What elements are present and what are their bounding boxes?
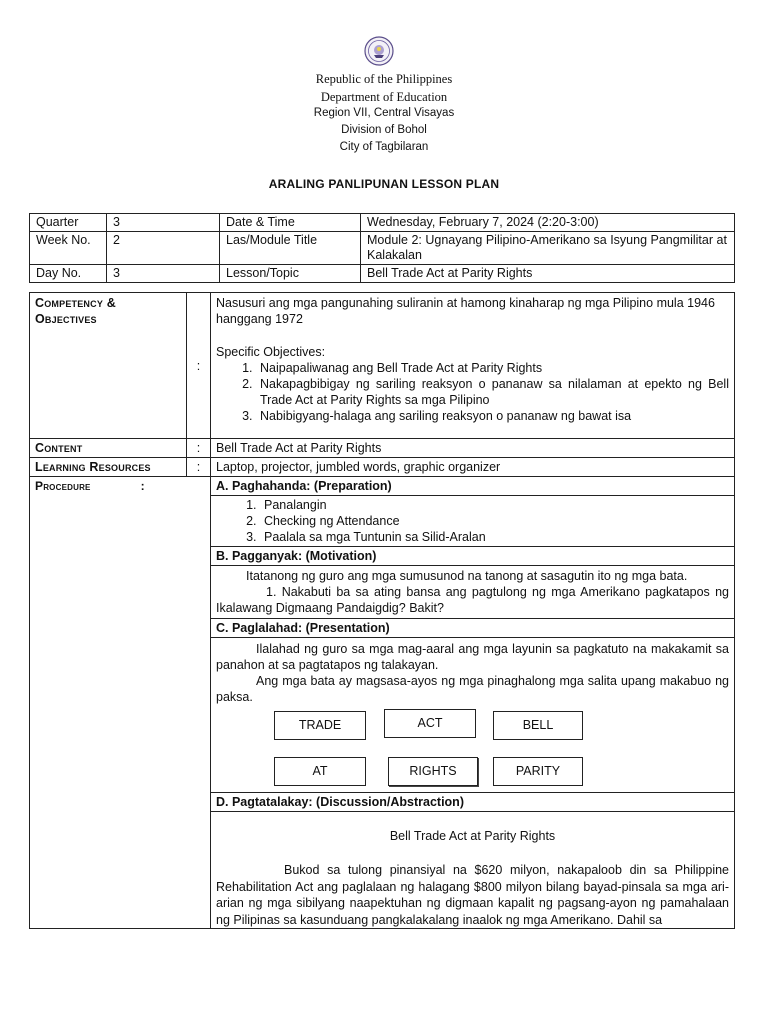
week-label: Week No. bbox=[30, 232, 107, 265]
procedure-label: Procedure bbox=[35, 479, 91, 493]
jumbled-words bbox=[216, 705, 729, 791]
specific-objectives-label: Specific Objectives: bbox=[216, 345, 326, 359]
quarter-value: 3 bbox=[107, 214, 220, 232]
competency-label: Competency & Objectives bbox=[30, 293, 187, 439]
resources-label: Learning Resources bbox=[30, 458, 187, 477]
procedure-colon: : bbox=[140, 479, 145, 493]
objective-item: 3. Nabibigyang-halaga ang sariling reaksyon o pananaw ng bawat isa bbox=[256, 408, 729, 424]
word-card: PARITY bbox=[493, 757, 583, 786]
header-region: Region VII, Central Visayas bbox=[313, 107, 455, 119]
deped-seal-icon bbox=[364, 36, 394, 66]
word-card: ACT bbox=[384, 709, 476, 738]
lesson-plan-table bbox=[29, 292, 735, 929]
lesson-info-table bbox=[29, 213, 735, 283]
content-colon: : bbox=[187, 439, 211, 458]
content-value: Bell Trade Act at Parity Rights bbox=[211, 439, 735, 458]
resources-value: Laptop, projector, jumbled words, graphic organizer bbox=[211, 458, 735, 477]
content-label: Content bbox=[30, 439, 187, 458]
page-title: ARALING PANLIPUNAN LESSON PLAN bbox=[268, 177, 500, 191]
section-d-cell bbox=[211, 812, 735, 929]
discussion-heading: Bell Trade Act at Parity Rights bbox=[389, 829, 556, 843]
presentation-instruction: Ang mga bata ay magsasa-ayos ng mga pinaghalong mga salita upang makabuo ng paksa. bbox=[216, 674, 729, 704]
objective-item: 1. Naipapaliwanag ang Bell Trade Act at Parity Rights bbox=[256, 360, 729, 376]
competency-colon: : bbox=[187, 293, 211, 439]
section-b-title: B. Pagganyak: (Motivation) bbox=[211, 547, 735, 566]
preparation-item: 2. Checking ng Attendance bbox=[260, 513, 729, 529]
motivation-text: Itatanong ng guro ang mga sumusunod na tanong at sasagutin ito ng mga bata. bbox=[246, 569, 688, 583]
day-value: 3 bbox=[107, 265, 220, 283]
section-a-cell bbox=[211, 496, 735, 547]
word-card: TRADE bbox=[274, 711, 366, 740]
section-a-title: A. Paghahanda: (Preparation) bbox=[211, 477, 735, 496]
date-value: Wednesday, February 7, 2024 (2:20-3:00) bbox=[361, 214, 735, 232]
date-label: Date & Time bbox=[220, 214, 361, 232]
section-c-cell bbox=[211, 638, 735, 793]
discussion-text: Bukod sa tulong pinansiyal na $620 milyon, nakapaloob din sa Philippine Rehabilitation Act ang paglalaan ng halagang $800 milyon bilang bayad-pinsala sa mga ari-arian ng mga sibilyang naapektuhan ng digmaan kapalit ng pagsang-ayon ng pamahalaan ng Pilipinas sa kasunduang pangkalakalang inaalok ng mga Amerikano. Dahil sa bbox=[216, 863, 729, 927]
info-row-quarter bbox=[30, 214, 735, 232]
preparation-item: 3. Paalala sa mga Tuntunin sa Silid-Aralan bbox=[260, 529, 729, 545]
header-department: Department of Education bbox=[320, 90, 448, 104]
motivation-question: 1. Nakabuti ba sa ating bansa ang pagtulong ng mga Amerikano pagkatapos ng Ikalawang Digmaang Pandaigdig? Bakit? bbox=[216, 585, 729, 615]
resources-colon: : bbox=[187, 458, 211, 477]
preparation-list bbox=[216, 497, 729, 545]
competency-text: Nasusuri ang mga pangunahing suliranin at hamong kinaharap ng mga Pilipino mula 1946 hanggang 1972 bbox=[216, 296, 715, 326]
header-republic: Republic of the Philippines bbox=[315, 72, 453, 86]
procedure-row bbox=[30, 477, 735, 496]
info-row-day bbox=[30, 265, 735, 283]
section-d-title: D. Pagtatalakay: (Discussion/Abstraction) bbox=[211, 793, 735, 812]
competency-cell bbox=[211, 293, 735, 439]
presentation-text: Ilalahad ng guro sa mga mag-aaral ang mga layunin sa pagkatuto na makakamit sa panahon at sa pagtatapos ng talakayan. bbox=[216, 642, 729, 672]
objectives-list bbox=[216, 360, 729, 424]
word-card: RIGHTS bbox=[388, 757, 478, 786]
preparation-item: 1. Panalangin bbox=[260, 497, 729, 513]
section-b-cell bbox=[211, 566, 735, 619]
procedure-label-cell bbox=[30, 477, 211, 929]
quarter-label: Quarter bbox=[30, 214, 107, 232]
topic-label: Lesson/Topic bbox=[220, 265, 361, 283]
word-card: AT bbox=[274, 757, 366, 786]
topic-value: Bell Trade Act at Parity Rights bbox=[361, 265, 735, 283]
day-label: Day No. bbox=[30, 265, 107, 283]
week-value: 2 bbox=[107, 232, 220, 265]
content-row bbox=[30, 439, 735, 458]
objective-item: 2. Nakapagbibigay ng sariling reaksyon o pananaw sa nilalaman at epekto ng Bell Trade Act at Parity Rights sa mga Pilipino bbox=[256, 376, 729, 408]
competency-row bbox=[30, 293, 735, 439]
module-value: Module 2: Ugnayang Pilipino-Amerikano sa Isyung Pangmilitar at Kalakalan bbox=[361, 232, 735, 265]
header-city: City of Tagbilaran bbox=[339, 141, 429, 153]
info-row-week bbox=[30, 232, 735, 265]
module-label: Las/Module Title bbox=[220, 232, 361, 265]
word-card: BELL bbox=[493, 711, 583, 740]
header-division: Division of Bohol bbox=[341, 124, 427, 136]
section-c-title: C. Paglalahad: (Presentation) bbox=[211, 619, 735, 638]
resources-row bbox=[30, 458, 735, 477]
